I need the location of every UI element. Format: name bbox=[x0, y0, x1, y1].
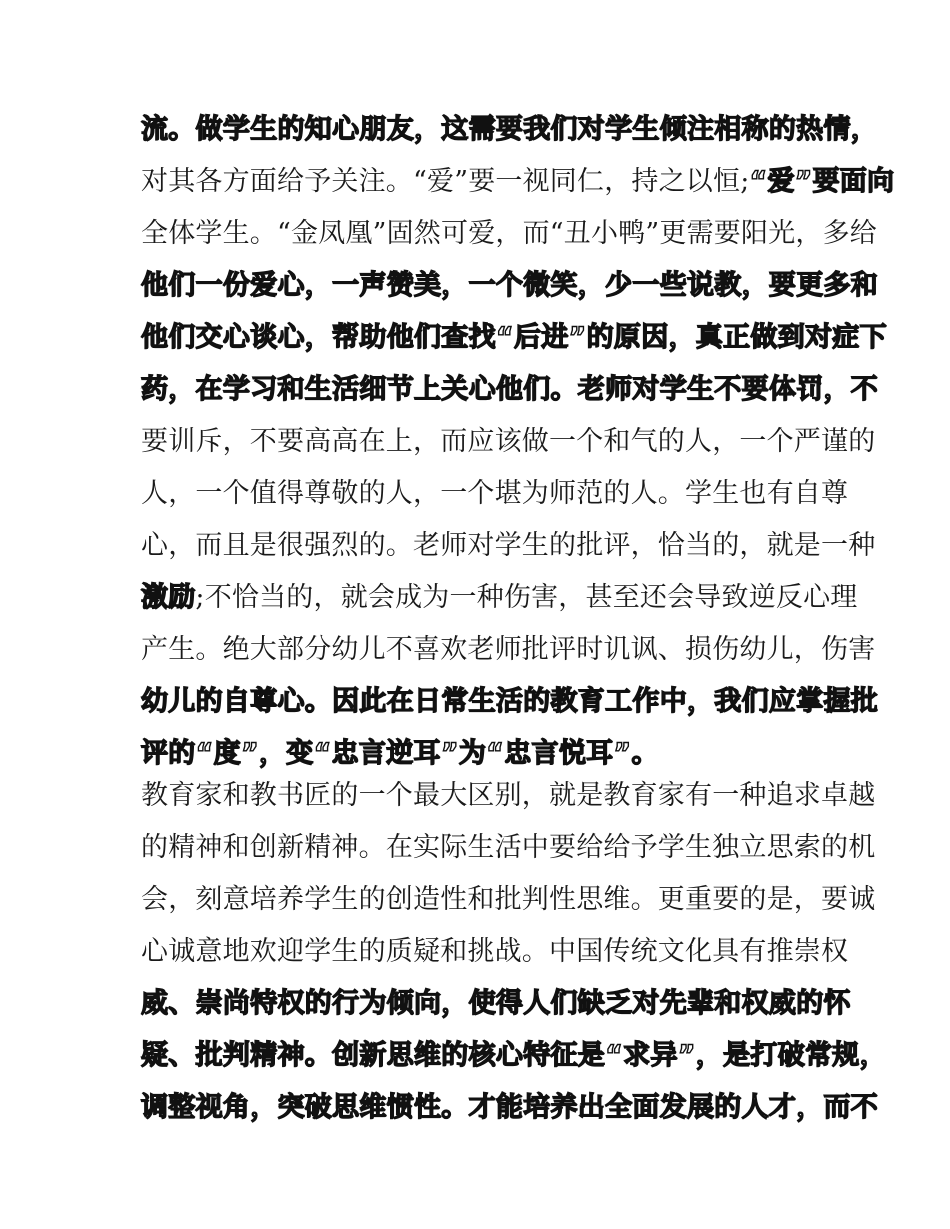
text-line-8: 人，一个值得尊敬的人，一个堪为师范的人。学生也有自尊 bbox=[141, 478, 849, 509]
text-line-11: 产生。绝大部分幼儿不喜欢老师批评时讥讽、损伤幼儿，伤害 bbox=[141, 634, 876, 665]
text-line-2-plain: 对其各方面给予关注。“爱”要一视同仁，持之以恒; bbox=[141, 166, 750, 197]
text-line-13: 评的“度”，变“忠言逆耳”为“忠言悦耳”。 bbox=[141, 738, 659, 769]
text-line-10-outlined: 激励 bbox=[141, 582, 196, 613]
text-line-19: 疑、批判精神。创新思维的核心特征是“求异”，是打破常规， bbox=[141, 1040, 887, 1071]
text-line-17: 心诚意地欢迎学生的质疑和挑战。中国传统文化具有推崇权 bbox=[141, 936, 849, 967]
text-line-4: 他们一份爱心，一声赞美，一个微笑，少一些说教，要更多和 bbox=[141, 270, 879, 301]
text-line-16: 会，刻意培养学生的创造性和批判性思维。更重要的是，要诚 bbox=[141, 884, 876, 915]
text-line-3: 全体学生。“金凤凰”固然可爱，而“丑小鸭”更需要阳光，多给 bbox=[141, 218, 878, 249]
text-line-15: 的精神和创新精神。在实际生活中要给给予学生独立思索的机 bbox=[141, 832, 876, 863]
text-line-5: 他们交心谈心，帮助他们查找“后进”的原因，真正做到对症下 bbox=[141, 322, 887, 353]
text-line-6: 药，在学习和生活细节上关心他们。老师对学生不要体罚，不 bbox=[141, 374, 879, 405]
text-line-2-outlined: “爱”要面向 bbox=[749, 166, 895, 197]
text-line-9: 心，而且是很强烈的。老师对学生的批评，恰当的，就是一种 bbox=[141, 530, 876, 561]
text-line-10 bbox=[141, 572, 858, 624]
text-line-7: 要训斥，不要高高在上，而应该做一个和气的人，一个严谨的 bbox=[141, 426, 876, 457]
text-line-20: 调整视角，突破思维惯性。才能培养出全面发展的人才，而不 bbox=[141, 1092, 879, 1123]
text-line-12: 幼儿的自尊心。因此在日常生活的教育工作中，我们应掌握批 bbox=[141, 686, 879, 717]
text-line-1: 流。做学生的知心朋友，这需要我们对学生倾注相称的热情， bbox=[141, 114, 879, 145]
text-line-2 bbox=[141, 156, 894, 208]
text-line-18: 威、崇尚特权的行为倾向，使得人们缺乏对先辈和权威的怀 bbox=[141, 988, 851, 1019]
text-line-10-plain: ;不恰当的，就会成为一种伤害，甚至还会导致逆反心理 bbox=[195, 582, 858, 613]
text-line-14: 教育家和教书匠的一个最大区别，就是教育家有一种追求卓越 bbox=[141, 780, 876, 811]
